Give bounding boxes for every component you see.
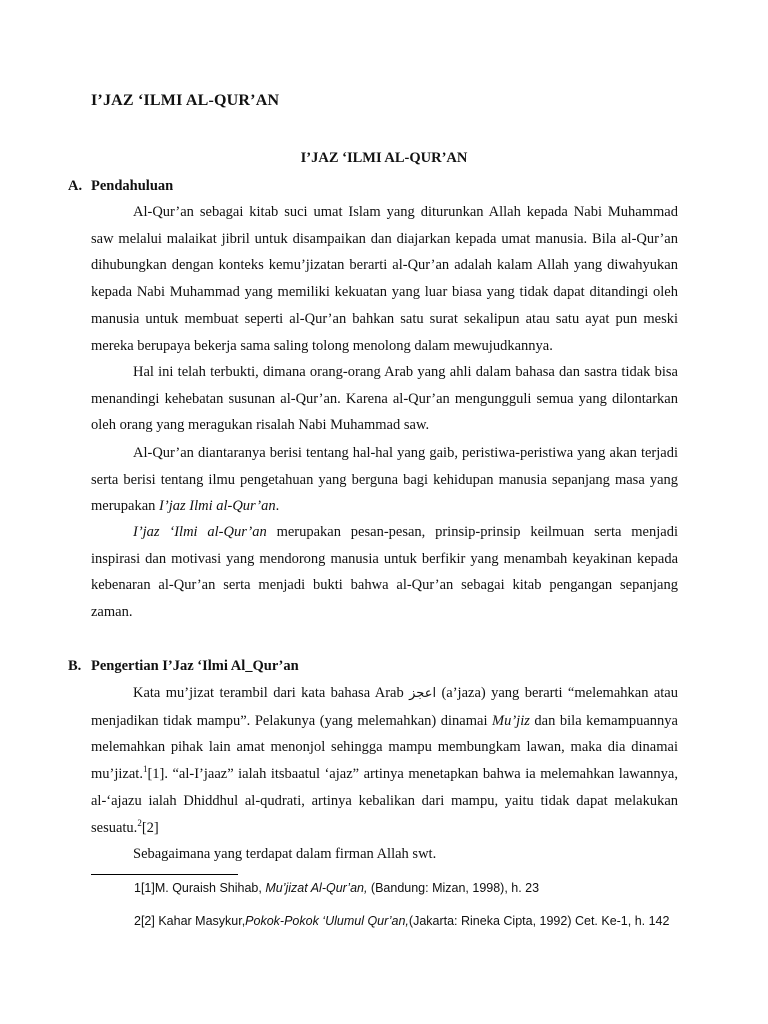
document-title: I’JAZ ‘ILMI AL-QUR’AN [91,92,280,109]
footnote-1 [134,881,539,895]
section-b-heading [68,658,299,675]
paragraph-b1-text-c: dan bila kemampuannya melemahkan pihak lain amat menonjol sehingga mampu membungkam lawan, maka dia dinamai mu’jizat. [91,712,678,783]
footnote-marker-2[interactable]: 2 [137,817,142,828]
footnote-marker-1[interactable]: 1 [142,764,148,775]
footnote-1-rest: (Bandung: Mizan, 1998), h. 23 [367,881,540,895]
footnote-divider [91,874,238,875]
section-b-paragraph-2: Sebagaimana yang terdapat dalam firman Allah swt. [133,846,437,862]
section-a-title: Pendahuluan [91,178,174,194]
section-b-paragraph-1 [91,680,678,841]
section-b-letter: B. [68,658,82,674]
section-a-paragraph-2: Hal ini telah terbukti, dimana orang-orang Arab yang ahli dalam bahasa dan sastra tidak bisa menandingi kehebatan susunan al-Qur’an. Karena al-Qur’an mengungguli semua yang dilontarkan oleh orang yang meragukan risalah Nabi Muhammad saw. [91,364,678,434]
arabic-word: اعجز [409,686,437,701]
section-a-paragraph-4 [91,519,678,626]
paragraph-b1-text-b: (a’jaza) yang berarti “melemahkan atau menjadikan tidak mampu”. Pelakunya (yang melemahkan) dinamai [91,685,678,729]
paragraph-b1-text-a: Kata mu’jizat terambil dari kata bahasa Arab [133,685,410,701]
footnote-1-prefix: 1[1]M. Quraish Shihab, [134,881,266,895]
paragraph-4-text: merupakan pesan-pesan, prinsip-prinsip keilmuan serta menjadi inspirasi dan motivasi yang mendorong manusia untuk berfikir yang menambah keyakinan kepada kebenaran al-Qur’an serta menjadi bukti bahwa al-Qur’an sebagai kitab pengangan sepanjang zaman. [91,524,678,621]
paragraph-b1-ref-1: [1]. “al-I’jaaz” ialah itsbaatul ‘ajaz” artinya menetapkan bahwa ia melemahkan lawannya, al-‘ajazu ialah Dhiddhul al-qudrati, artinya kebalikan dari mampu, yaitu tidak dapat melakukan sesuatu. [91,766,678,836]
footnote-2-rest: (Jakarta: Rineka Cipta, 1992) Cet. Ke-1, h. 142 [408,914,670,928]
section-a-paragraph-3 [91,440,678,520]
footnote-1-italic: Mu’jizat Al-Qur’an, [265,881,368,895]
paragraph-b1-italic-term: Mu’jiz [492,712,530,729]
paragraph-3-italic-term: I’jaz Ilmi al-Qur’an [159,498,276,515]
paragraph-3-text: Al-Qur’an diantaranya berisi tentang hal-hal yang gaib, peristiwa-peristiwa yang akan terjadi serta berisi tentang ilmu pengetahuan yang berguna bagi kehidupan manusia sepanjang masa yang merupakan [91,445,678,515]
section-a-heading [68,178,173,195]
footnote-2-italic: Pokok-Pokok ‘Ulumul Qur’an, [245,914,409,928]
paragraph-3-end: . [275,498,280,515]
footnote-2-prefix: 2[2] Kahar Masykur, [134,914,246,928]
section-a-letter: A. [68,178,83,194]
paragraph-b1-ref-2[interactable]: [2] [141,819,159,836]
footnote-2 [134,914,669,928]
article-title: I’JAZ ‘ILMI AL-QUR’AN [300,150,468,166]
section-b-title: Pengertian I’Jaz ‘Ilmi Al_Qur’an [91,658,299,674]
section-a-paragraph-1: Al-Qur’an sebagai kitab suci umat Islam yang diturunkan Allah kepada Nabi Muhammad saw melalui malaikat jibril untuk disampaikan dan diajarkan kepada umat manusia. Bila al-Qur’an dihubungkan dengan konteks kemu’jizatan berarti al-Qur’an adalah kalam Allah yang diwahyukan kepada Nabi Muhammad yang memiliki kekuatan yang luar biasa yang tidak dapat ditandingi oleh manusia untuk membuat seperti al-Qur’an bahkan satu surat sekalipun atau satu ayat pun meski mereka berupaya bekerja sama saling tolong menolong dalam mewujudkannya. [91,204,678,354]
paragraph-4-italic-term: I’jaz ‘Ilmi al-Qur’an [133,524,267,540]
